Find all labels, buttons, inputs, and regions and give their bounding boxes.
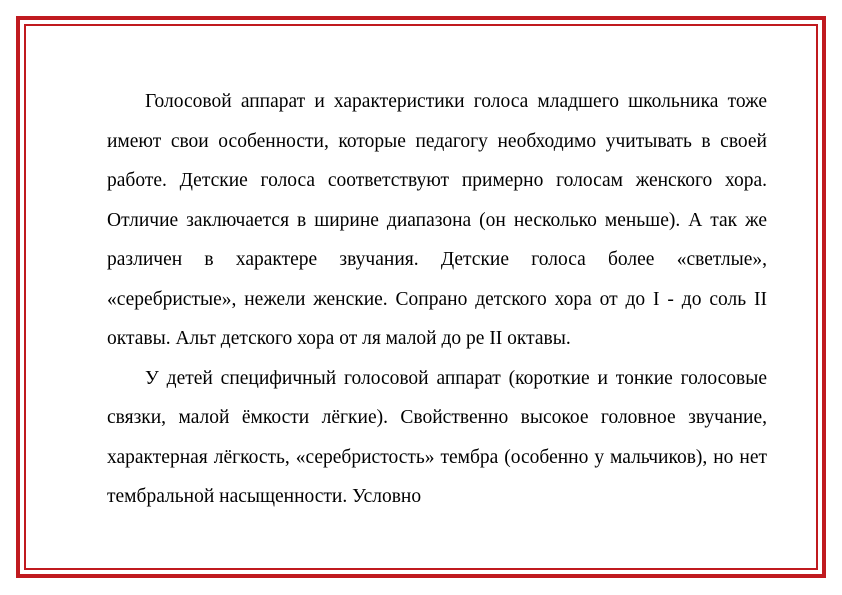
paragraph-voice-characteristics: Голосовой аппарат и характеристики голоса младшего школьника тоже имеют свои особенности, которые педагогу необходимо учитывать в своей работе. Детские голоса соответствуют примерно голосам женского хора. Отличие заключается в ширине диапазона (он несколько меньше). А так же различен в характере звучания. Детские голоса более «светлые», «серебристые», нежели женские. Сопрано детского хора от до I - до соль II октавы. Альт детского хора от ля малой до ре II октавы. [107, 91, 767, 349]
document-body [107, 82, 767, 517]
paragraph-vocal-apparatus: У детей специфичный голосовой аппарат (короткие и тонкие голосовые связки, малой ёмкости лёгкие). Свойственно высокое головное звучание, характерная лёгкость, «серебристость» тембра (особенно у мальчиков), но нет тембральной насыщенности. Условно [107, 367, 767, 507]
